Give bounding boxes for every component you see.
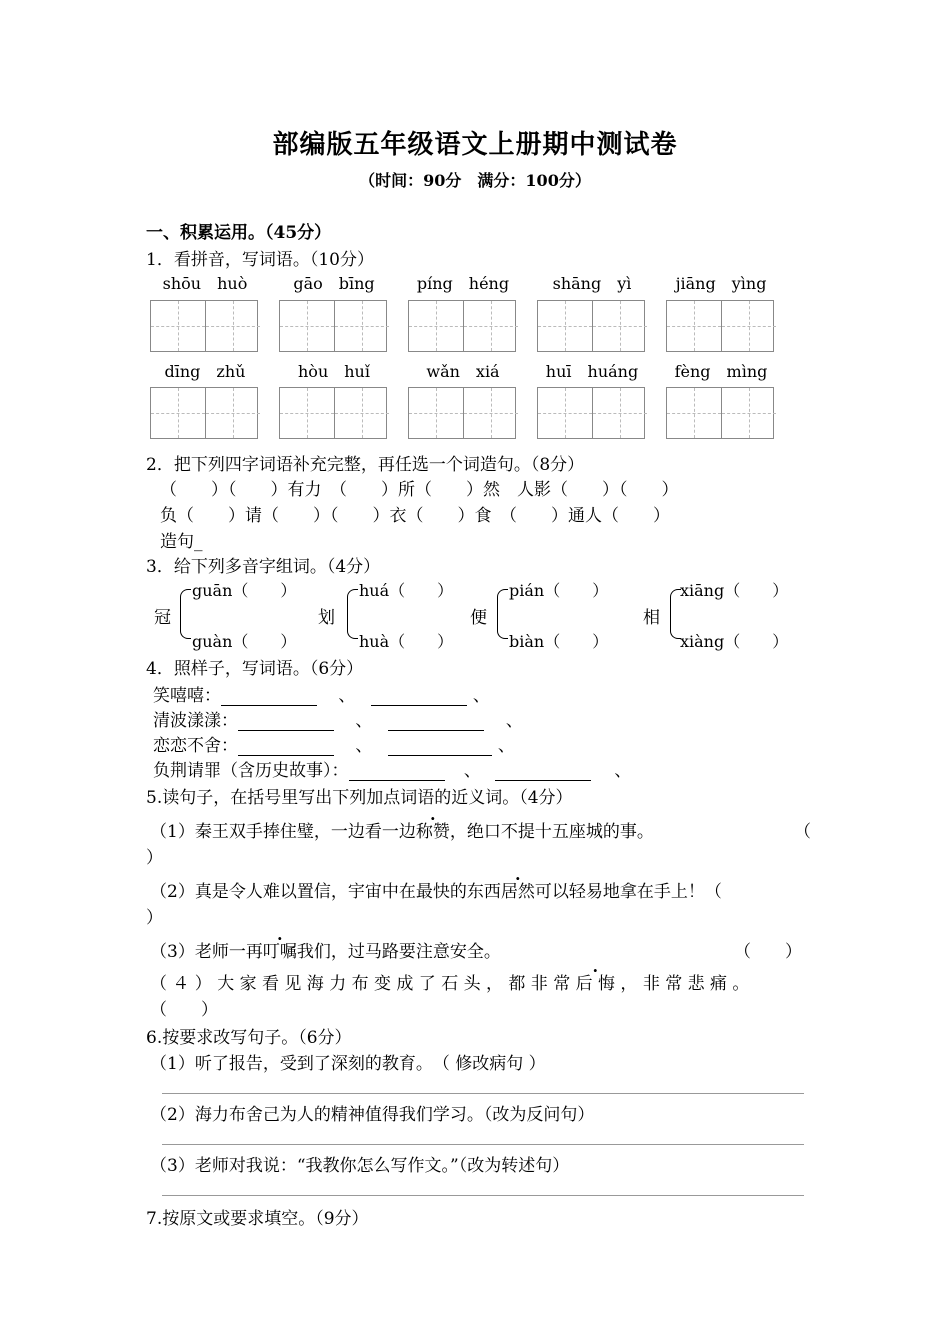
polyphone-char: 冠 bbox=[154, 608, 171, 628]
section-heading: 一、积累运用。（45分） bbox=[146, 223, 332, 243]
q7-title: 7.按原文或要求填空。（9分） bbox=[146, 1209, 369, 1229]
brace bbox=[347, 589, 358, 639]
pinyin-label: gāo bīng bbox=[293, 274, 375, 293]
page-title: 部编版五年级语文上册期中测试卷 bbox=[272, 130, 678, 160]
tianzige-box[interactable] bbox=[150, 387, 258, 439]
dotted-word: 叮嘱 bbox=[262, 942, 297, 962]
separator: 、 bbox=[614, 761, 632, 781]
polyphone-reading[interactable]: guān（ ） bbox=[192, 581, 297, 600]
answer-blank[interactable] bbox=[371, 689, 467, 706]
tianzige-box[interactable] bbox=[666, 300, 774, 352]
dotted-word: 后悔 bbox=[575, 974, 621, 994]
pinyin-label: shōu huò bbox=[162, 274, 248, 293]
q4-label: 负荆请罪（含历史故事）： bbox=[153, 761, 349, 781]
q5-sentence bbox=[150, 969, 755, 994]
dotted-word: 称赞 bbox=[415, 822, 450, 842]
tianzige-box[interactable] bbox=[537, 300, 645, 352]
answer-paren[interactable]: （ ） bbox=[734, 942, 802, 962]
answer-blank[interactable] bbox=[388, 714, 484, 731]
sentence-text: 可以轻易地拿在手上！（ bbox=[534, 882, 722, 902]
pinyin-label: shāng yì bbox=[552, 274, 632, 293]
sentence-text: （４）大家看见海力布变成了石头，都非常 bbox=[150, 974, 576, 994]
q2-title: 2．把下列四字词语补充完整，再任选一个词造句。（8分） bbox=[146, 455, 585, 475]
q6-sentence: （3）老师对我说：“我教你怎么写作文。”（改为转述句） bbox=[150, 1156, 570, 1176]
pinyin-label: wǎn xiá bbox=[426, 362, 500, 381]
q5-sentence bbox=[150, 817, 654, 842]
q4-label: 清波漾漾： bbox=[153, 711, 238, 731]
sentence-text: （1）秦王双手捧住璧，一边看一边 bbox=[150, 822, 416, 842]
polyphone-reading[interactable]: guàn（ ） bbox=[192, 632, 297, 651]
answer-blank[interactable] bbox=[495, 764, 591, 781]
answer-paren[interactable]: （ bbox=[794, 822, 811, 842]
q2-idiom-line[interactable]: （ ）（ ）有力 （ ）所（ ）然 人影（ ）（ ） bbox=[160, 480, 679, 500]
separator: 、 bbox=[463, 761, 481, 781]
pinyin-label: hòu huǐ bbox=[298, 362, 370, 381]
tianzige-box[interactable] bbox=[537, 387, 645, 439]
tianzige-box[interactable] bbox=[150, 300, 258, 352]
q6-sentence: （2）海力布舍己为人的精神值得我们学习。（改为反问句） bbox=[150, 1105, 595, 1125]
answer-blank[interactable] bbox=[238, 714, 334, 731]
tianzige-box[interactable] bbox=[279, 300, 387, 352]
q4-row bbox=[153, 756, 631, 781]
answer-line[interactable] bbox=[162, 1144, 804, 1145]
polyphone-reading[interactable]: xiàng（ ） bbox=[680, 632, 789, 651]
tianzige-box[interactable] bbox=[408, 300, 516, 352]
polyphone-char: 划 bbox=[318, 608, 335, 628]
q4-label: 恋恋不舍： bbox=[153, 736, 238, 756]
q6-sentence: （1）听了报告，受到了深刻的教育。 （ 修改病句 ） bbox=[150, 1054, 546, 1074]
q2-sentence-prompt[interactable]: 造句_ bbox=[160, 532, 203, 552]
answer-blank[interactable] bbox=[238, 739, 334, 756]
separator: 、 bbox=[338, 686, 356, 706]
pinyin-label: píng héng bbox=[416, 274, 510, 293]
dotted-word: 居然 bbox=[500, 882, 535, 902]
separator: 、 bbox=[355, 711, 373, 731]
answer-line[interactable] bbox=[162, 1195, 804, 1196]
answer-line[interactable] bbox=[162, 1093, 804, 1094]
q4-row bbox=[153, 706, 523, 731]
polyphone-reading[interactable]: huà（ ） bbox=[359, 632, 454, 651]
polyphone-reading[interactable]: huá（ ） bbox=[359, 581, 454, 600]
answer-paren[interactable]: ） bbox=[146, 908, 163, 928]
q5-title: 5.读句子，在括号里写出下列加点词语的近义词。（4分） bbox=[146, 788, 573, 808]
pinyin-label: jiāng yìng bbox=[675, 274, 767, 293]
q6-title: 6.按要求改写句子。（6分） bbox=[146, 1028, 352, 1048]
polyphone-char: 便 bbox=[470, 608, 487, 628]
q5-sentence bbox=[150, 937, 501, 962]
sentence-text: （3）老师一再 bbox=[150, 942, 263, 962]
q4-row bbox=[153, 731, 515, 756]
q4-row bbox=[153, 681, 490, 706]
tianzige-box[interactable] bbox=[279, 387, 387, 439]
answer-paren[interactable]: （ ） bbox=[150, 1000, 218, 1020]
separator: 、 bbox=[472, 686, 490, 706]
tianzige-box[interactable] bbox=[408, 387, 516, 439]
polyphone-reading[interactable]: pián（ ） bbox=[509, 581, 609, 600]
q4-title: 4．照样子，写词语。（6分） bbox=[146, 659, 364, 679]
separator: 、 bbox=[505, 711, 523, 731]
sentence-text: ，非常悲痛。 bbox=[620, 974, 755, 994]
q5-sentence bbox=[150, 877, 722, 902]
separator: 、 bbox=[497, 736, 515, 756]
brace bbox=[180, 589, 191, 639]
page-subtitle: （时间：90分 满分：100分） bbox=[359, 171, 591, 190]
answer-blank[interactable] bbox=[349, 764, 445, 781]
pinyin-label: huī huáng bbox=[545, 362, 639, 381]
sentence-text: （2）真是令人难以置信，宇宙中在最快的东西 bbox=[150, 882, 501, 902]
q4-label: 笑嘻嘻： bbox=[153, 686, 221, 706]
answer-paren[interactable]: ） bbox=[146, 848, 163, 868]
answer-blank[interactable] bbox=[221, 689, 317, 706]
pinyin-label: dīng zhǔ bbox=[164, 362, 246, 381]
polyphone-reading[interactable]: biàn（ ） bbox=[509, 632, 609, 651]
sentence-text: ，绝口不提十五座城的事。 bbox=[449, 822, 654, 842]
pinyin-label: fèng mìng bbox=[674, 362, 768, 381]
answer-blank[interactable] bbox=[388, 739, 492, 756]
q3-title: 3．给下列多音字组词。（4分） bbox=[146, 557, 381, 577]
q2-idiom-line[interactable]: 负（ ）请（ ）（ ）衣（ ）食 （ ）通人（ ） bbox=[160, 506, 670, 526]
polyphone-reading[interactable]: xiāng（ ） bbox=[680, 581, 789, 600]
separator: 、 bbox=[355, 736, 373, 756]
q1-title: 1．看拼音，写词语。（10分） bbox=[146, 250, 374, 270]
tianzige-box[interactable] bbox=[666, 387, 774, 439]
polyphone-char: 相 bbox=[643, 608, 660, 628]
brace bbox=[497, 589, 508, 639]
sentence-text: 我们，过马路要注意安全。 bbox=[296, 942, 501, 962]
